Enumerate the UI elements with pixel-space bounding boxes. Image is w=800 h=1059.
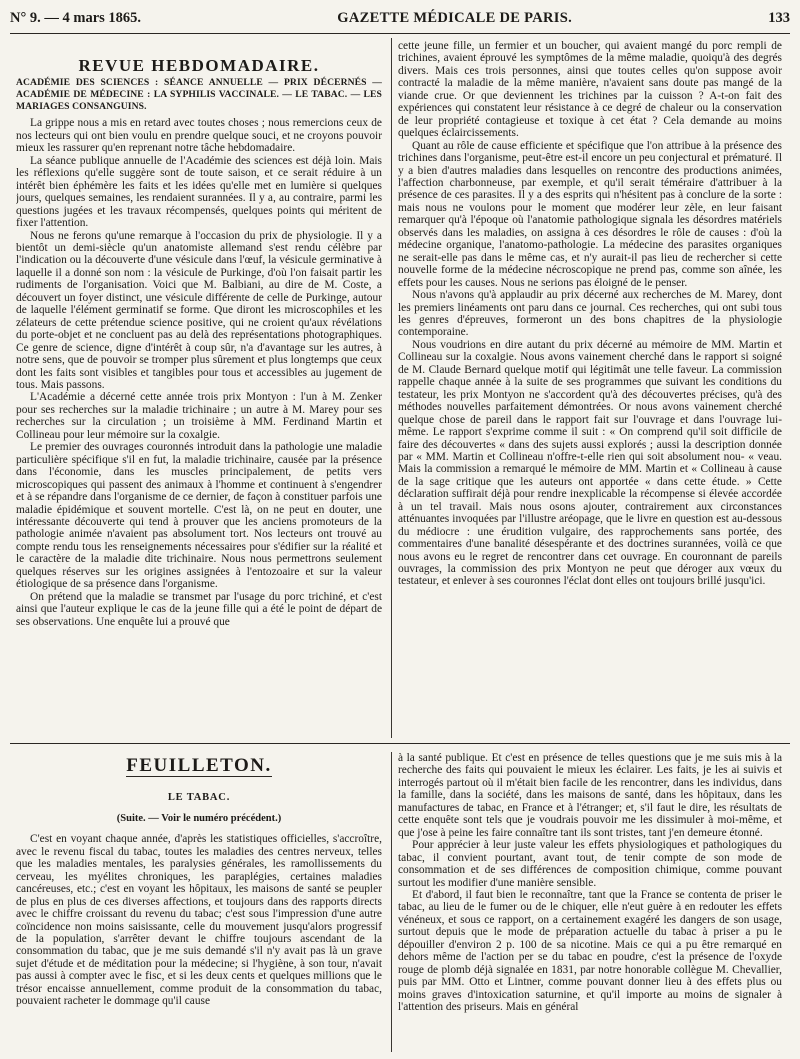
feuilleton-subtitle: LE TABAC. xyxy=(167,792,231,804)
feuilleton-paragraph: à la santé publique. Et c'est en présence de telles questions que je me suis mis à la recherche des faits qui pouvaient le mieux les éclairer. Les faits, je les ai suivis et interrogés partout où il m'était bien facile de les rencontrer, dans les individus, dans la famille, dans la société, dans les maisons de santé, dans les hôpitaux, dans les manufactures de tabac, en France et à l'étranger; et, s'il faut le dire, les résultats de cette enquête sont tels que je voudrais pouvoir me les dissimuler à moi-même, et que j'ose à peine les faire connaître tant ils sont tristes, tant j'en demeure étonné. xyxy=(398,752,782,839)
revue-paragraph: L'Académie a décerné cette année trois prix Montyon : l'un à M. Zenker pour ses recherches sur la maladie trichinaire ; un autre à M. Marey pour ses recherches sur la circulation ; un troisième à MM. Ferdinand Martin et Collineau pour leur mémoire sur la coxalgie. xyxy=(16,391,382,441)
revue-column-left xyxy=(16,56,382,738)
header-rule xyxy=(10,33,790,34)
revue-paragraph: Nous ne ferons qu'une remarque à l'occasion du prix de physiologie. Il y a bientôt un demi-siècle qu'un anatomiste allemand s'est rendu célèbre par l'indication ou la découverte d'une vésicule dans l'œuf, la vésicule germinative à laquelle il a donné son nom : la vésicule de Purkinge, d'où l'on faisait partir les rudiments de l'organisation. Voici que M. Balbiani, au dire de M. Coste, a découvert un foyer distinct, une vésicule différente de celle de Purkinge, autour de laquelle l'élément germinatif se forme. Que diront les microscophiles et les zélateurs de cette prétendue science positive, qui ne croient qu'aux révélations du porte-objet et ne concluent pas au delà des représentations photographiques. Ce genre de science, digne d'intérêt à coup sûr, n'a d'avantage sur les autres, à notre sens, que de pouvoir se tromper plus sûrement et plus longtemps que ceux dont les faits sont visibles et tangibles pour tous et accessibles au jugement de tous. Mais passons. xyxy=(16,229,382,391)
revue-paragraph: Nous voudrions en dire autant du prix décerné au mémoire de MM. Martin et Collineau sur la coxalgie. Nous avons vainement cherché dans le rapport si soigné de M. Claude Bernard quelque motif qui légitimât une telle faveur. La commission rappelle chaque année à la suite de ses programmes que suivant les conditions du testateur, les prix Montyon ne s'accordent qu'à des découvertes précises, qu'à des méthodes nouvelles parfaitement démontrées. Or nous avons vainement cherché quelque chose de pareil dans le rapport fait sur l'ouvrage et dans l'ouvrage lui-même. Le rapport s'exprime comme il suit : « On comprend qu'il soit difficile de faire des découvertes « dans des sujets aussi explorés ; aussi la description donnée par « MM. Martin et Collineau n'offre-t-elle rien qui soit absolument nou- « veau. Mais la commission a remarqué le mémoire de MM. Martin et « Collineau à cause de la sage critique que les auteurs ont apportée « dans cette étude. » Cette déclaration suffirait déjà pour rendre inexplicable la récompense si élevée accordée à un tel travail. Mais nous osons ajouter, contrairement aux circonstances atténuantes invoquées par l'illustre aréopage, que le livre en question est au-dessous du médiocre : une érudition vulgaire, des rapprochements sans portée, des commentaires d'une banalité désespérante et des doctrines surannées, voilà ce que nous avons eu le regret de rencontrer dans cet ouvrage. En couronnant de pareils ouvrages, la commission des prix Montyon ne peut que déroger aux vœux du testateur, et enlever à ses couronnes l'éclat dont elles ont toujours brillé jusqu'ici. xyxy=(398,338,782,588)
revue-paragraph: La grippe nous a mis en retard avec toutes choses ; nous remercions ceux de nos lecteurs qui ont bien voulu en prendre quelque souci, et ne croyons pouvoir mieux les rassurer qu'en reprenant notre tâche hebdomadaire. xyxy=(16,117,382,155)
feuilleton-column-right xyxy=(398,752,782,1052)
revue-summary: ACADÉMIE DES SCIENCES : SÉANCE ANNUELLE — PRIX DÉCERNÉS — ACADÉMIE DE MÉDECINE : LA SYPHILIS VACCINALE. — LE TABAC. — LES MARIAGES CONSANGUINS. xyxy=(16,77,382,113)
feuilleton-rule xyxy=(10,743,790,744)
revue-paragraph: cette jeune fille, un fermier et un boucher, qui avaient mangé du porc rempli de trichines, avaient éprouvé les symptômes de la même maladie, quoiqu'à des degrés divers. Mais ces trois personnes, ainsi que toutes celles qu'on suppose avoir contracté la maladie de la même manière, n'avaient sans doute pas mangé de la viande crue. Or que deviennent les trichines par la cuisson ? A-t-on fait des expériences qui constatent leur résistance à ce degré de chaleur ou la conservation de leur propriété contagieuse et toxique à cet état ? Cela demande au moins quelques éclaircissements. xyxy=(398,40,782,140)
journal-title: GAZETTE MÉDICALE DE PARIS. xyxy=(337,9,573,26)
revue-paragraph: Quant au rôle de cause efficiente et spécifique que l'on attribue à la présence des trichines dans l'organisme, peut-être est-il encore un peu conjectural et prématuré. Il y a bien d'autres maladies dans lesquelles on rencontre des productions animées, l'affection charbonneuse, par exemple, et qu'il serait téméraire d'attribuer à la présence de ces parasites. Il y a des esprits qui n'hésitent pas à conclure de la sorte : mais nous ne voulons pour le moment que modérer leur zèle, en leur faisant remarquer qu'à l'époque où l'anatomie pathologique signala les désordres matériels observés dans les maladies, on assigna à ces désordres le rôle de causes : d'où la médecine organique, l'anatomo-pathologie. La médecine des parasites organiques ne serait-elle pas dans le même cas, et n'y aurait-il pas lieu de rechercher si cette nouvelle forme de la médecine nécroscopique ne prend pas, comme son aînée, les effets pour les causes. Nous ne serions pas éloigné de le penser. xyxy=(398,139,782,289)
column-divider xyxy=(391,752,392,1052)
page-number: 133 xyxy=(768,9,790,26)
revue-title: REVUE HEBDOMADAIRE. xyxy=(78,56,320,75)
feuilleton-column-left xyxy=(16,752,382,1052)
revue-paragraph: On prétend que la maladie se transmet par l'usage du porc trichiné, et c'est ainsi que l'auteur explique le cas de la jeune fille qui a été le point de départ de ses observations. Une enquête lui a prouvé que xyxy=(16,590,382,628)
feuilleton-paragraph: Pour apprécier à leur juste valeur les effets physiologiques et pathologiques du tabac, il convient pourtant, avant tout, de tenir compte de son mode de consommation et de ses différences de composition chimique, comme pouvant surtout les modifier d'une manière sensible. xyxy=(398,839,782,889)
feuilleton-title-wrap xyxy=(16,755,382,776)
issue-number: N° 9. — 4 mars 1865. xyxy=(10,9,142,26)
revue-column-right xyxy=(398,40,782,738)
feuilleton-paragraph: C'est en voyant chaque année, d'après les statistiques officielles, s'accroître, avec le revenu fiscal du tabac, toutes les maladies des centres nerveux, telles que les maladies mentales, les paralysies générales, les ramollissements du cerveau, les myélites chroniques, les paraplégies, certaines maladies cancéreuses, etc.; c'est en voyant les hôpitaux, les maisons de santé se peupler de plus en plus de ces diverses affections, et toujours dans des rapports directs avec le chiffre croissant du revenu du tabac; c'est sous l'impression d'une autre coïncidence non moins saisissante, celle du mouvement jusqu'alors progressif de la population, s'arrêter devant le chiffre toujours ascendant de la consommation du tabac, que je me suis demandé s'il n'y avait pas là un grave sujet d'étude et de méditation pour la médecine; si l'hygiène, à son tour, n'avait pas aussi à compter avec le fisc, et si les deux cents et quelques millions que le trésor encaisse annuellement, comme produit de la consommation du tabac, pouvaient racheter le dommage qu'il cause xyxy=(16,833,382,1008)
revue-paragraph: Le premier des ouvrages couronnés introduit dans la pathologie une maladie particulière spécifique s'il en fut, la maladie trichinaire, causée par la présence dans l'économie, dans les muscles principalement, de petits vers microscopiques qui passent des animaux à l'homme et continuent à s'engendrer et à se répandre dans l'organisme de ce dernier, de façon à constituer parfois une maladie épidémique et souvent mortelle. C'est là, on ne peut en douter, une intéressante découverte qui tend à prouver que les anciens promoteurs de la pathologie animée n'avaient pas absolument tort. Nos lecteurs ont trouvé au compte rendu tous les renseignements nécessaires pour s'édifier sur la réalité et le caractère de la maladie dite trichinaire. Nous nous permettrons seulement quelques réserves sur les origines assignées à l'entozoaire et sur la valeur étiologique de sa présence dans l'organisme. xyxy=(16,441,382,591)
feuilleton-title: FEUILLETON. xyxy=(126,755,272,776)
feuilleton-paragraph: Et d'abord, il faut bien le reconnaître, tant que la France se contenta de priser le tabac, au lieu de le fumer ou de le chiquer, elle n'eut guère à en redouter les effets vénéneux, et sous ce rapport, on a certainement exagéré les dangers de son usage, surtout depuis que le mode de préparation actuelle du tabac à priser a pu le dépouiller d'environ 2 p. 100 de sa nicotine. Mais ce qui a pu être remarqué en dehors même de l'action per se du tabac en poudre, c'est la présence de l'oxyde rouge de plomb déjà signalée en 1831, par notre honorable collègue M. Chevallier, puis par MM. Otto et Lintner, comme pouvant donner lieu à des effets plus ou moins graves d'intoxication saturnine, et qu'il importe au moins de signaler à l'attention des priseurs. Mais en général xyxy=(398,888,782,1014)
page-header xyxy=(10,6,790,30)
column-divider xyxy=(391,38,392,738)
revue-paragraph: Nous n'avons qu'à applaudir au prix décerné aux recherches de M. Marey, dont les premiers linéaments ont paru dans ce journal. Ces recherches, qui ont subi tous les genres d'épreuves, formeront un des bons chapitres de la physiologie contemporaine. xyxy=(398,289,782,339)
revue-paragraph: La séance publique annuelle de l'Académie des sciences est déjà loin. Mais les réflexions qu'elle suggère sont de toute saison, et ce serait réduire à un intérêt bien éphémère les faits et les idées qu'elle met en lumière si quelques jours, quelques semaines, les rendaient surannées. Il y a, au contraire, parmi les questions jugées et les travaux récompensés, quelques points qui méritent de fixer l'attention. xyxy=(16,154,382,230)
feuilleton-suite: (Suite. — Voir le numéro précédent.) xyxy=(116,812,282,824)
